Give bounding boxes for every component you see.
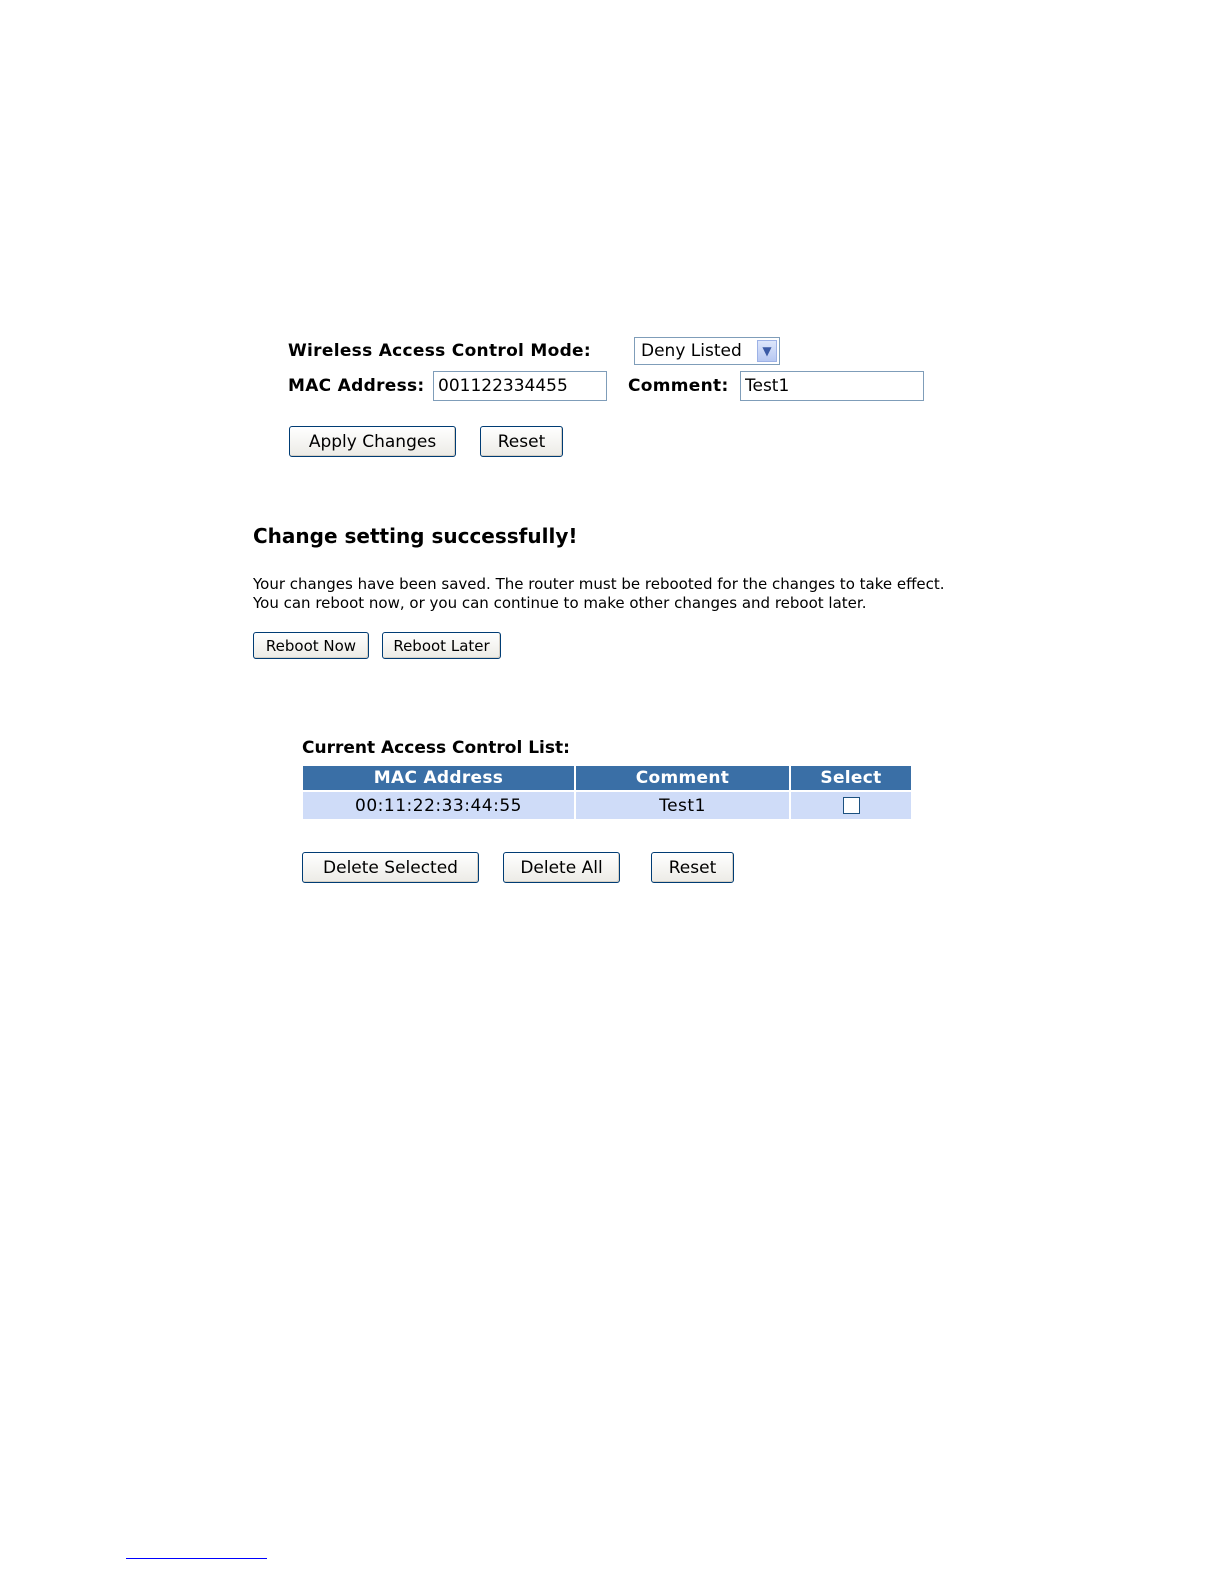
chevron-down-icon[interactable]: ▼ — [757, 340, 777, 362]
access-control-mode-label: Wireless Access Control Mode: — [288, 341, 591, 361]
access-control-mode-select[interactable] — [634, 337, 780, 365]
access-control-mode-value: Deny Listed — [641, 341, 742, 361]
row-select-cell — [791, 792, 911, 819]
row-mac-address: 00:11:22:33:44:55 — [303, 792, 574, 819]
reboot-later-button[interactable]: Reboot Later — [382, 632, 501, 659]
mac-address-label: MAC Address: — [288, 376, 425, 396]
mac-address-input[interactable] — [433, 371, 607, 401]
row-select-checkbox[interactable] — [843, 797, 860, 814]
apply-changes-button[interactable]: Apply Changes — [289, 426, 456, 457]
comment-label: Comment: — [628, 376, 729, 396]
table-row — [303, 792, 911, 819]
success-message-title: Change setting successfully! — [253, 524, 578, 548]
access-control-table — [301, 764, 913, 821]
access-control-list-title: Current Access Control List: — [302, 738, 570, 758]
footnote-divider — [126, 1558, 267, 1559]
column-header-select: Select — [791, 766, 911, 790]
reset-form-button[interactable]: Reset — [480, 426, 563, 457]
row-comment: Test1 — [576, 792, 789, 819]
column-header-mac-address: MAC Address — [303, 766, 574, 790]
success-message-line-1: Your changes have been saved. The router must be rebooted for the changes to take effect. — [253, 575, 945, 593]
column-header-comment: Comment — [576, 766, 789, 790]
delete-selected-button[interactable]: Delete Selected — [302, 852, 479, 883]
table-header-row — [303, 766, 911, 790]
reset-list-button[interactable]: Reset — [651, 852, 734, 883]
delete-all-button[interactable]: Delete All — [503, 852, 620, 883]
success-message-line-2: You can reboot now, or you can continue to make other changes and reboot later. — [253, 594, 867, 612]
comment-input[interactable] — [740, 371, 924, 401]
reboot-now-button[interactable]: Reboot Now — [253, 632, 369, 659]
